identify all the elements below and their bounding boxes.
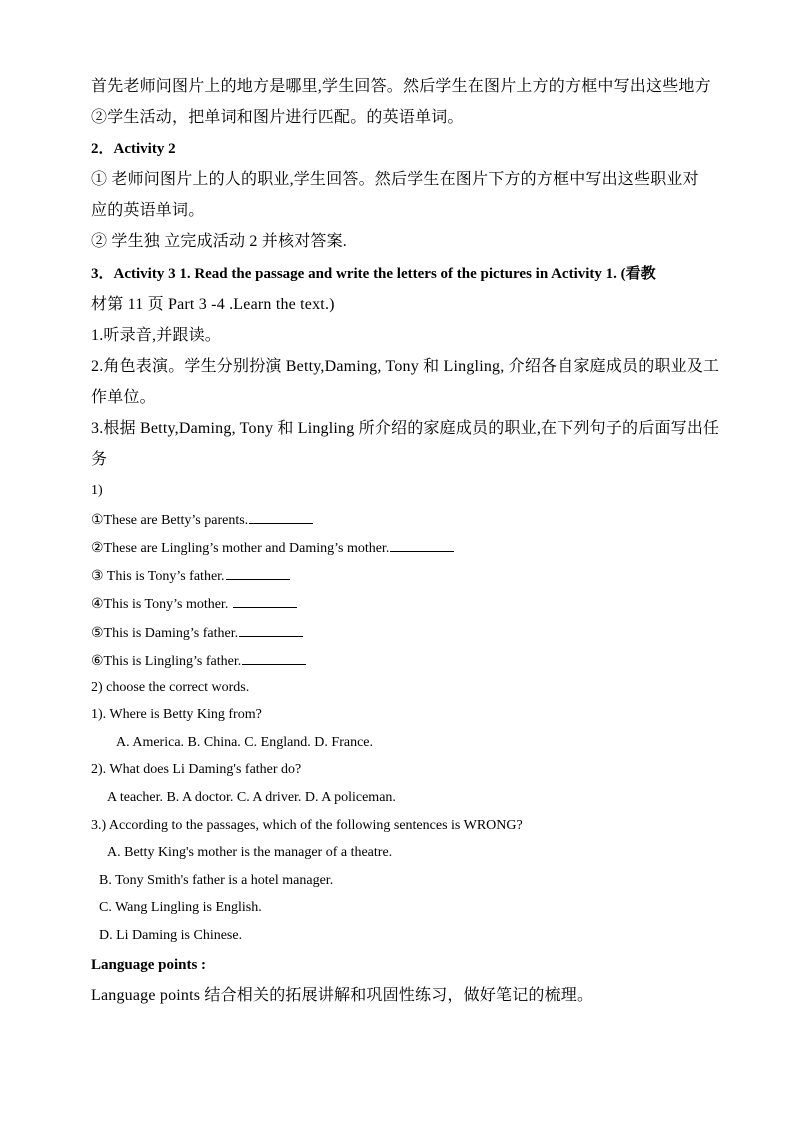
text-line: ① 老师问图片上的人的职业,学生回答。然后学生在图片下方的方框中写出这些职业对 bbox=[91, 171, 699, 188]
exercise-item bbox=[91, 622, 303, 644]
question: 3.) According to the passages, which of the following sentences is WRONG? bbox=[91, 818, 523, 833]
text-line: 应的英语单词。 bbox=[91, 202, 205, 219]
item-text: ⑤This is Daming’s father. bbox=[91, 626, 239, 641]
text-line: 1.听录音,并跟读。 bbox=[91, 327, 222, 344]
text-line: Language points 结合相关的拓展讲解和巩固性练习，做好笔记的梳理。 bbox=[91, 987, 594, 1004]
section-heading: 3．Activity 3 1. Read the passage and write the letters of the pictures in Activity 1. (看教 bbox=[91, 266, 656, 282]
section-heading: Language points : bbox=[91, 957, 207, 973]
exercise-item bbox=[91, 650, 306, 672]
answer-blank[interactable] bbox=[249, 509, 313, 524]
answer-blank[interactable] bbox=[226, 565, 290, 580]
answer-blank[interactable] bbox=[390, 537, 454, 552]
text-line: 2) choose the correct words. bbox=[91, 680, 250, 695]
text-line: 材第 11 页 Part 3 -4 .Learn the text.) bbox=[91, 296, 335, 313]
exercise-item bbox=[91, 537, 454, 559]
text-line: 1) bbox=[91, 483, 103, 498]
answer-blank[interactable] bbox=[239, 622, 303, 637]
options: A teacher. B. A doctor. C. A driver. D. A policeman. bbox=[107, 790, 396, 805]
text-line: ② 学生独 立完成活动 2 并核对答案. bbox=[91, 233, 348, 250]
option: A. Betty King's mother is the manager of a theatre. bbox=[107, 845, 393, 860]
section-heading: 2．Activity 2 bbox=[91, 141, 176, 157]
answer-blank[interactable] bbox=[242, 650, 306, 665]
text-line: ②学生活动，把单词和图片进行匹配。的英语单词。 bbox=[91, 109, 464, 126]
item-text: ①These are Betty’s parents. bbox=[91, 513, 249, 528]
item-text: ③ This is Tony’s father. bbox=[91, 569, 225, 584]
item-text: ④This is Tony’s mother. bbox=[91, 597, 232, 612]
text-line: 2.角色表演。学生分别扮演 Betty,Daming, Tony 和 Lingling, 介绍各自家庭成员的职业及工 bbox=[91, 358, 720, 375]
question: 1). Where is Betty King from? bbox=[91, 707, 262, 722]
item-text: ⑥This is Lingling’s father. bbox=[91, 654, 242, 669]
question: 2). What does Li Daming's father do? bbox=[91, 762, 302, 777]
answer-blank[interactable] bbox=[233, 593, 297, 608]
exercise-item bbox=[91, 565, 290, 587]
text-line: 首先老师问图片上的地方是哪里,学生回答。然后学生在图片上方的方框中写出这些地方 bbox=[91, 78, 711, 95]
text-line: 务 bbox=[91, 451, 108, 468]
exercise-item bbox=[91, 593, 297, 615]
text-line: 3.根据 Betty,Daming, Tony 和 Lingling 所介绍的家庭成员的职业,在下列句子的后面写出任 bbox=[91, 420, 720, 437]
option: B. Tony Smith's father is a hotel manager. bbox=[99, 873, 334, 888]
option: C. Wang Lingling is English. bbox=[99, 900, 262, 915]
option: D. Li Daming is Chinese. bbox=[99, 928, 243, 943]
item-text: ②These are Lingling’s mother and Daming’s mother. bbox=[91, 541, 390, 556]
exercise-item bbox=[91, 509, 313, 531]
text-line: 作单位。 bbox=[91, 389, 156, 406]
options: A. America. B. China. C. England. D. France. bbox=[116, 735, 374, 750]
